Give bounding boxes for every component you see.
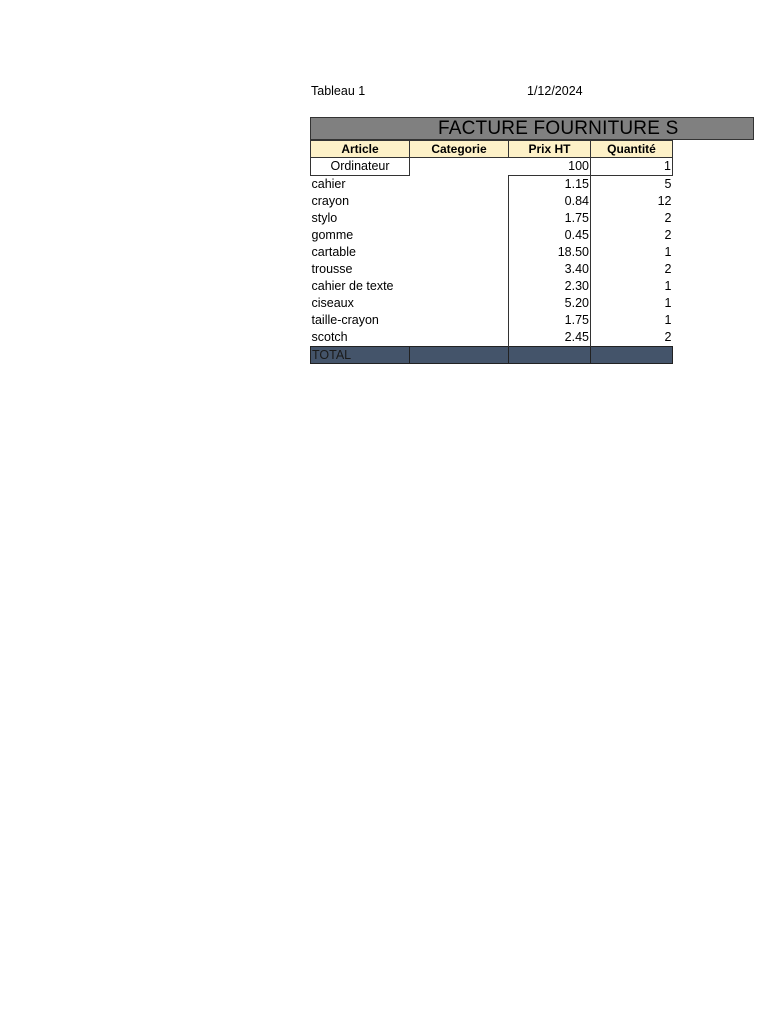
cell-categorie[interactable] xyxy=(410,210,509,227)
invoice-table xyxy=(310,140,673,364)
table-row xyxy=(311,227,673,244)
cell-article[interactable]: cartable xyxy=(311,245,356,259)
cell-quantite[interactable]: 1 xyxy=(664,245,672,259)
cell-prix-ht[interactable]: 1.15 xyxy=(509,176,591,194)
cell-categorie[interactable] xyxy=(410,227,509,244)
cell-categorie[interactable] xyxy=(410,158,509,176)
total-label[interactable]: TOTAL xyxy=(311,347,410,364)
cell-categorie[interactable] xyxy=(410,193,509,210)
table-row xyxy=(311,210,673,227)
sheet-name: Tableau 1 xyxy=(311,84,366,98)
cell-categorie[interactable] xyxy=(410,261,509,278)
cell-categorie[interactable] xyxy=(410,312,509,329)
cell-prix-ht[interactable]: 0.45 xyxy=(509,227,591,244)
table-row xyxy=(311,244,673,261)
total-row xyxy=(311,347,673,364)
sheet-date: 1/12/2024 xyxy=(527,84,583,98)
table-row xyxy=(311,176,673,194)
table-row xyxy=(311,158,673,176)
cell-prix-ht[interactable]: 2.45 xyxy=(509,329,591,347)
cell-quantite[interactable]: 12 xyxy=(657,194,672,208)
cell-article[interactable]: taille-crayon xyxy=(311,313,379,327)
column-header-article[interactable]: Article xyxy=(311,141,410,158)
column-header-prix-ht[interactable]: Prix HT xyxy=(509,141,591,158)
table-header-row xyxy=(311,141,673,158)
cell-article[interactable]: trousse xyxy=(311,262,353,276)
table-row xyxy=(311,312,673,329)
cell-prix-ht[interactable]: 0.84 xyxy=(509,193,591,210)
table-row xyxy=(311,329,673,347)
cell-categorie[interactable] xyxy=(410,176,509,194)
invoice-title-bar xyxy=(310,117,754,140)
invoice-body xyxy=(311,158,673,364)
cell-article[interactable]: ciseaux xyxy=(311,296,354,310)
cell-quantite[interactable]: 2 xyxy=(664,228,672,242)
cell-article[interactable]: scotch xyxy=(311,330,348,344)
table-row xyxy=(311,295,673,312)
cell-quantite[interactable]: 5 xyxy=(664,177,672,191)
cell-prix-ht[interactable]: 100 xyxy=(509,158,591,176)
cell-article[interactable]: stylo xyxy=(311,211,338,225)
total-categorie-cell[interactable] xyxy=(410,347,509,364)
cell-article[interactable]: cahier de texte xyxy=(311,279,394,293)
cell-prix-ht[interactable]: 3.40 xyxy=(509,261,591,278)
cell-prix-ht[interactable]: 1.75 xyxy=(509,312,591,329)
cell-prix-ht[interactable]: 5.20 xyxy=(509,295,591,312)
cell-prix-ht[interactable]: 1.75 xyxy=(509,210,591,227)
cell-article[interactable]: crayon xyxy=(311,194,350,208)
cell-quantite[interactable]: 2 xyxy=(664,262,672,276)
column-header-categorie[interactable]: Categorie xyxy=(410,141,509,158)
total-prix-cell[interactable] xyxy=(509,347,591,364)
cell-article[interactable]: gomme xyxy=(311,228,354,242)
cell-article[interactable]: Ordinateur xyxy=(311,158,410,176)
cell-categorie[interactable] xyxy=(410,329,509,347)
table-row xyxy=(311,193,673,210)
cell-quantite[interactable]: 2 xyxy=(664,211,672,225)
cell-categorie[interactable] xyxy=(410,278,509,295)
total-quantite-cell[interactable] xyxy=(591,347,673,364)
column-header-quantite[interactable]: Quantité xyxy=(591,141,673,158)
cell-categorie[interactable] xyxy=(410,244,509,261)
cell-categorie[interactable] xyxy=(410,295,509,312)
table-row xyxy=(311,278,673,295)
table-row xyxy=(311,261,673,278)
cell-quantite[interactable]: 1 xyxy=(664,313,672,327)
cell-quantite[interactable]: 1 xyxy=(664,296,672,310)
cell-quantite[interactable]: 1 xyxy=(664,279,672,293)
cell-prix-ht[interactable]: 18.50 xyxy=(509,244,591,261)
cell-article[interactable]: cahier xyxy=(311,177,346,191)
page-header xyxy=(311,84,611,100)
cell-quantite[interactable]: 1 xyxy=(591,158,673,176)
cell-prix-ht[interactable]: 2.30 xyxy=(509,278,591,295)
cell-quantite[interactable]: 2 xyxy=(664,330,672,344)
invoice-title: FACTURE FOURNITURE S xyxy=(438,118,679,139)
invoice-sheet xyxy=(310,117,768,367)
